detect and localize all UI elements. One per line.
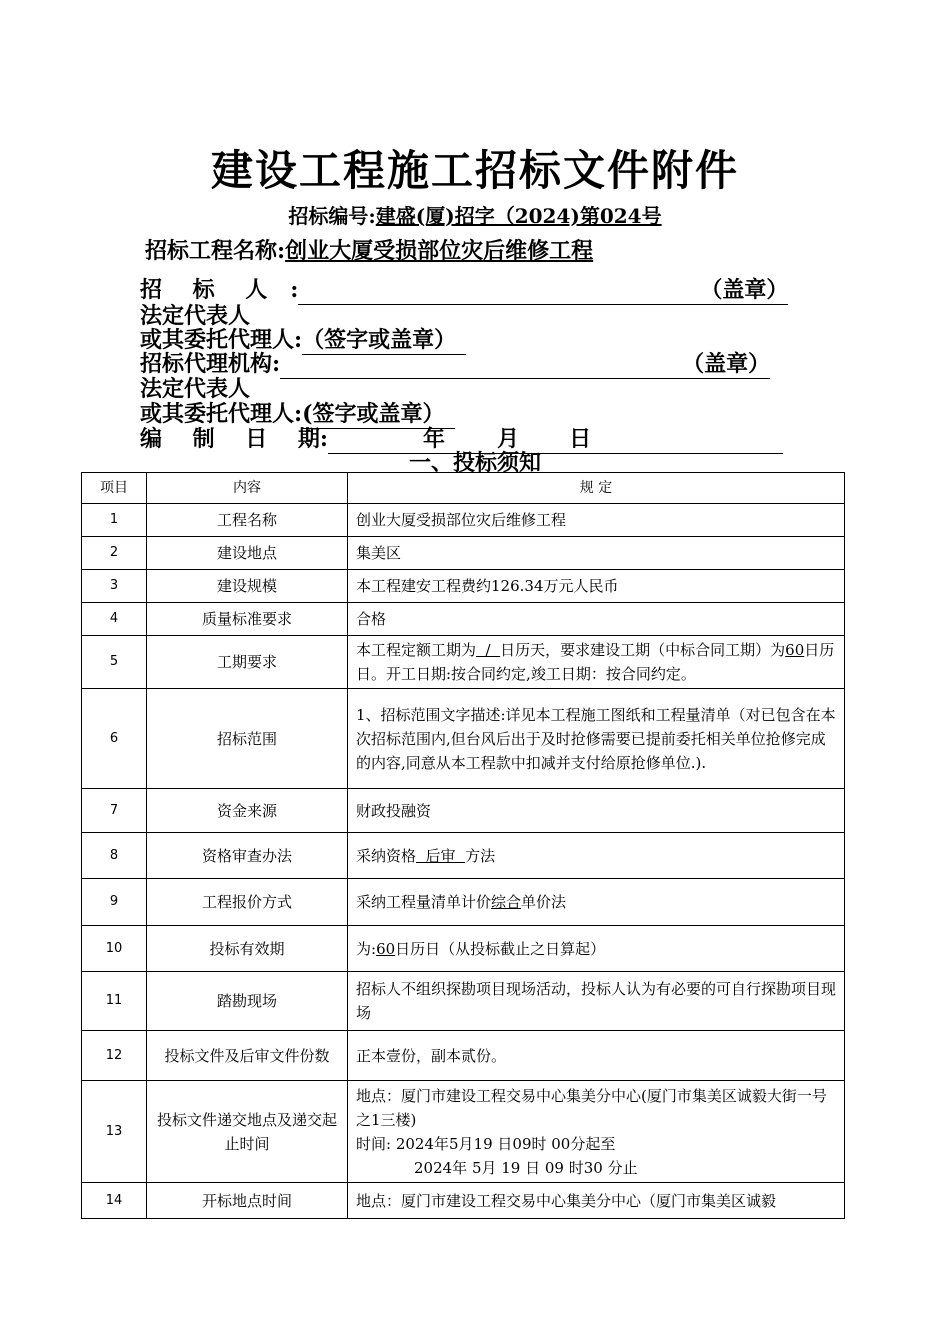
row-number: 12 (82, 1031, 147, 1081)
row-rule: 财政投融资 (348, 789, 845, 833)
rule-text: 为: (356, 939, 377, 958)
rule-underlined: / (476, 641, 501, 659)
agent-person-sign-2: (签字或盖章） (302, 397, 454, 429)
row-item: 工程报价方式 (147, 879, 348, 926)
row-rule: 集美区 (348, 537, 845, 570)
row-rule: 创业大厦受损部位灾后维修工程 (348, 504, 845, 537)
table-row (82, 537, 845, 570)
rule-time-start: 时间: 2024年5月19 日09时 00分起至 (356, 1134, 616, 1153)
row-rule (348, 636, 845, 689)
row-item: 工程名称 (147, 504, 348, 537)
row-rule: 招标人不组织探勘项目现场活动，投标人认为有必要的可自行探勘项目现场 (348, 972, 845, 1031)
row-item: 开标地点时间 (147, 1183, 348, 1219)
rule-text: 采纳资格 (356, 846, 417, 865)
table-row (82, 879, 845, 926)
rule-text: 日历日。开工日期:按合同约定,竣工日期：按合同约定。 (356, 641, 835, 683)
row-number: 2 (82, 537, 147, 570)
legal-rep-label: 法定代表人 (140, 303, 251, 329)
date-label: 编 制 日 期: (140, 426, 329, 452)
table-row (82, 603, 845, 636)
project-name-value: 创业大厦受损部位灾后维修工程 (285, 238, 594, 264)
tenderer-seal: （盖章） (700, 277, 789, 303)
row-item: 投标文件及后审文件份数 (147, 1031, 348, 1081)
row-item: 投标文件递交地点及递交起止时间 (147, 1081, 348, 1183)
row-number: 7 (82, 789, 147, 833)
row-number: 6 (82, 689, 147, 789)
agency-label: 招标代理机构: (140, 351, 281, 377)
row-number: 13 (82, 1081, 147, 1183)
agent-person-label-2: 或其委托代理人: (140, 401, 303, 427)
rule-underlined: 综合 (491, 893, 522, 911)
row-rule: 地点：厦门市建设工程交易中心集美分中心（厦门市集美区诚毅 (348, 1183, 845, 1219)
bid-number-value: 建盛(厦)招字（2024)第024号 (375, 204, 662, 228)
agency-seal: （盖章） (682, 351, 771, 377)
row-rule (348, 833, 845, 879)
row-number: 1 (82, 504, 147, 537)
table-row (82, 636, 845, 689)
rule-text: 日历天，要求建设工期（中标合同工期）为 (500, 641, 786, 659)
table-header-row (82, 473, 845, 504)
row-rule (348, 1081, 845, 1183)
table-row (82, 972, 845, 1031)
table-row (82, 570, 845, 603)
row-item: 质量标准要求 (147, 603, 348, 636)
row-number: 11 (82, 972, 147, 1031)
row-item: 建设地点 (147, 537, 348, 570)
rule-text: 单价法 (521, 893, 567, 911)
rule-text: 日历日（从投标截止之日算起） (395, 939, 606, 958)
table-row (82, 689, 845, 789)
table-row (82, 789, 845, 833)
header-rule: 规 定 (348, 473, 845, 504)
date-year: 年 (423, 426, 446, 452)
row-number: 8 (82, 833, 147, 879)
row-number: 10 (82, 926, 147, 972)
row-item: 工期要求 (147, 636, 348, 689)
row-rule: 合格 (348, 603, 845, 636)
row-item: 资金来源 (147, 789, 348, 833)
row-rule (348, 926, 845, 972)
rule-underlined: 后审 (416, 846, 466, 865)
row-item: 投标有效期 (147, 926, 348, 972)
row-rule: 本工程建安工程费约126.34万元人民币 (348, 570, 845, 603)
date-day: 日 (569, 426, 592, 452)
table-row (82, 504, 845, 537)
table-row (82, 1031, 845, 1081)
table-row (82, 926, 845, 972)
table-row (82, 833, 845, 879)
bid-number (0, 200, 950, 229)
table-row (82, 1183, 845, 1219)
row-number: 3 (82, 570, 147, 603)
row-rule: 正本壹份，副本贰份。 (348, 1031, 845, 1081)
row-item: 建设规模 (147, 570, 348, 603)
agency-signature-field (280, 347, 770, 379)
rule-underlined: 60 (785, 641, 805, 659)
row-number: 4 (82, 603, 147, 636)
bid-number-label: 招标编号: (288, 204, 376, 228)
row-rule: 1、招标范围文字描述:详见本工程施工图纸和工程量清单（对已包含在本次招标范围内,但台风后出于及时抢修需要已提前委托相关单位抢修完成的内容,同意从本工程款中扣减并支付给原抢修单位.). (348, 689, 845, 789)
row-item: 踏勘现场 (147, 972, 348, 1031)
row-number: 14 (82, 1183, 147, 1219)
row-rule (348, 879, 845, 926)
row-number: 5 (82, 636, 147, 689)
rule-text: 方法 (465, 846, 496, 865)
project-name (145, 234, 641, 265)
legal-rep-label-2: 法定代表人 (140, 376, 251, 402)
rule-underlined: 60 (376, 939, 396, 958)
header-item-no: 项目 (82, 473, 147, 504)
row-item: 资格审查办法 (147, 833, 348, 879)
rule-location: 地点：厦门市建设工程交易中心集美分中心(厦门市集美区诚毅大街一号之1三楼) (356, 1086, 827, 1129)
rule-time-end: 2024年 5月 19 日 09 时30 分止 (414, 1158, 638, 1177)
row-number: 9 (82, 879, 147, 926)
project-name-label: 招标工程名称: (145, 238, 286, 264)
tenderer-label: 招 标 人 : (140, 277, 299, 303)
bid-notice-table (81, 472, 845, 1219)
row-item: 招标范围 (147, 689, 348, 789)
rule-text: 本工程定额工期为 (356, 641, 477, 659)
agent-person-sign: （签字或盖章） (302, 323, 466, 355)
table-row (82, 1081, 845, 1183)
document-title: 建设工程施工招标文件附件 (210, 146, 739, 195)
section-title: 一、投标须知 (408, 450, 541, 476)
agent-person-label: 或其委托代理人: (140, 327, 303, 353)
date-month: 月 (497, 426, 520, 452)
header-content: 内容 (147, 473, 348, 504)
tenderer-signature-field (298, 273, 788, 305)
rule-text: 采纳工程量清单计价 (356, 893, 492, 911)
